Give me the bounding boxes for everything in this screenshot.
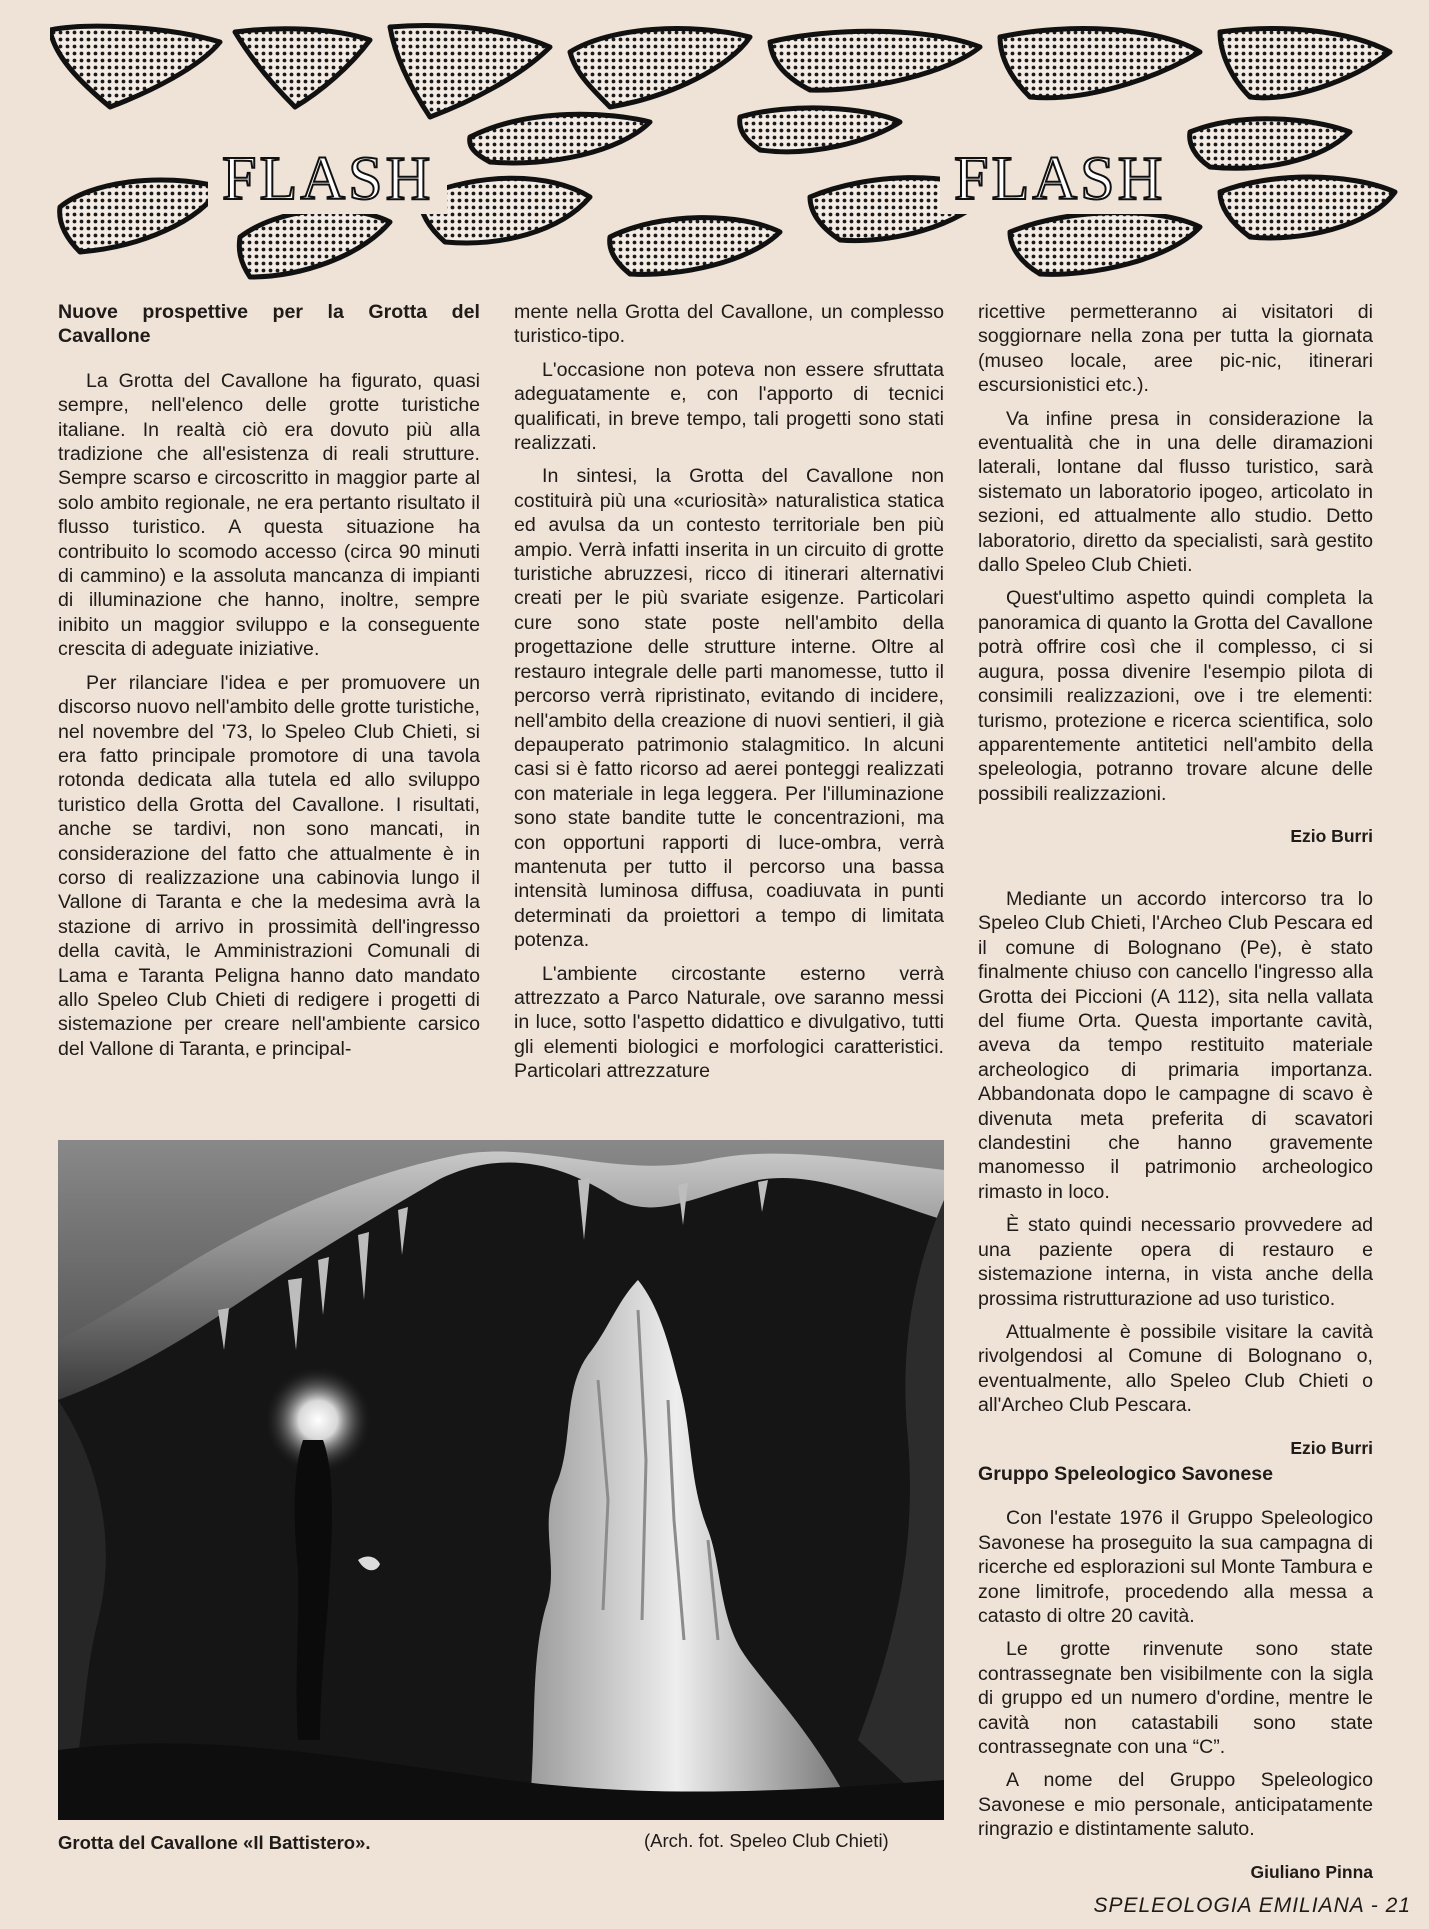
- article1-paragraph: ricettive permetteranno ai visitatori di soggiornare nella zona per tutta la giornata (museo locale, aree pic-nic, itinerari escursionistici etc.).: [978, 301, 1373, 397]
- article3-column: [978, 1462, 1373, 1884]
- photo-credit: (Arch. fot. Speleo Club Chieti): [644, 1830, 889, 1851]
- article1-paragraph: Va infine presa in considerazione la eventualità che in una delle diramazioni laterali, lontane dal flusso turistico, sarà sistemato un laboratorio ipogeo, articolato in sezioni, ed attualmente allo studio. Detto laboratorio, diretto da specialisti, sarà gestito dallo Speleo Club Chieti.: [978, 407, 1373, 577]
- article1-paragraph: In sintesi, la Grotta del Cavallone non costituirà più una «curiosità» naturalistica statica ed avulsa da un contesto territoriale ben più ampio. Verrà infatti inserita in un circuito di grotte turistiche abruzzesi, ricco di itinerari alternativi creati per le più svariate esigenze. Particolari cure sono state poste nell'ambito della progettazione delle strutture interne. Oltre al restauro integrale delle parti manomesse, tutto il percorso verrà ripristinato, evitando di incidere, nell'ambito della creazione di nuovi sentieri, il già depauperato patrimonio stalagmitico. In alcuni casi si è fatto ricorso ad aerei ponteggi realizzati con materiale in lega leggera. Per l'illuminazione sono state bandite tutte le concentrazioni, ma con opportuni rapporti di luce-ombra, verrà mantenuta per tutto il percorso una bassa intensità luminosa diffusa, coadiuvata in punti determinati da proiettori a tempo di limitata potenza.: [514, 465, 944, 952]
- article2-column: [978, 887, 1373, 1460]
- article3-title: Gruppo Speleologico Savonese: [978, 1463, 1274, 1485]
- article1-paragraph: L'ambiente circostante esterno verrà attrezzato a Parco Naturale, ove saranno messi in luce, sotto l'aspetto didattico e divulgativo, tutti gli elementi biologici e morfologici caratteristici. Particolari attrezzature: [514, 962, 944, 1083]
- cave-photo: [58, 1140, 944, 1820]
- flash-banner: [50, 22, 1420, 284]
- article3-paragraph: Le grotte rinvenute sono state contrassegnate ben visibilmente con la sigla di gruppo ed un numero d'ordine, mentre le cavità non catastabili sono state contrassegnate con una “C”.: [978, 1638, 1373, 1759]
- article1-column-2: [514, 300, 944, 1093]
- article2-paragraph: Attualmente è possibile visitare la cavità rivolgendosi al Comune di Bolognano o, eventualmente, allo Speleo Club Chieti o all'Archeo Club Pescara.: [978, 1320, 1373, 1417]
- cave-photo-image: [58, 1140, 944, 1820]
- page-footer: SPELEOLOGIA EMILIANA - 21: [1093, 1894, 1411, 1917]
- flash-title-right: FLASH: [940, 144, 1179, 214]
- article3-signature: Giuliano Pinna: [1250, 1861, 1373, 1882]
- article2-signature: Ezio Burri: [1290, 1437, 1373, 1458]
- article3-paragraph: A nome del Gruppo Speleologico Savonese e mio personale, anticipatamente ringrazio e distintamente saluto.: [978, 1769, 1373, 1841]
- flash-title-left: FLASH: [208, 144, 447, 214]
- article1-paragraph: La Grotta del Cavallone ha figurato, quasi sempre, nell'elenco delle grotte turistiche italiane. In realtà ciò era dovuto più alla tradizione che all'esistenza di reali strutture. Sempre scarso e circoscritto in maggior parte al solo ambito regionale, ne era pertanto risultato il flusso turistico. A questa situazione ha contribuito lo scomodo accesso (circa 90 minuti di cammino) e la assoluta mancanza di impianti di illuminazione che hanno, inoltre, sempre inibito un maggior sviluppo e la conseguente crescita di adeguate iniziative.: [58, 369, 480, 661]
- article1-column-1: [58, 300, 480, 1070]
- article3-paragraph: Con l'estate 1976 il Gruppo Speleologico Savonese ha proseguito la sua campagna di ricerche ed esplorazioni sul Monte Tambura e zone limitrofe, procedendo alla messa a catasto di oltre 20 cavità.: [978, 1507, 1373, 1628]
- article2-paragraph: È stato quindi necessario provvedere ad una paziente opera di restauro e sistemazione interna, in vista anche della prossima ristrutturazione ad uso turistico.: [978, 1214, 1373, 1310]
- photo-caption: Grotta del Cavallone «Il Battistero».: [58, 1832, 371, 1853]
- article1-paragraph: L'occasione non poteva non essere sfruttata adeguatamente e, con l'apporto di tecnici qualificati, in breve tempo, tali progetti sono stati realizzati.: [514, 358, 944, 455]
- article1-paragraph: mente nella Grotta del Cavallone, un complesso turistico-tipo.: [514, 301, 944, 348]
- article1-column-3: [978, 300, 1373, 849]
- article1-signature: Ezio Burri: [1290, 826, 1373, 847]
- article2-paragraph: Mediante un accordo intercorso tra lo Speleo Club Chieti, l'Archeo Club Pescara ed il comune di Bolognano (Pe), è stato finalmente chiuso con cancello l'ingresso alla Grotta dei Piccioni (A 112), sita nella vallata del fiume Orta. Questa importante cavità, aveva da tempo restituito materiale archeologico di primaria importanza. Abbandonata dopo le campagne di scavo è divenuta meta preferita di scavatori clandestini che hanno gravemente manomesso il patrimonio archeologico rimasto in loco.: [978, 888, 1373, 1203]
- article1-title: Nuove prospettive per la Grotta del Cavallone: [58, 301, 480, 348]
- article1-paragraph: Quest'ultimo aspetto quindi completa la panoramica di quanto la Grotta del Cavallone potrà offrire così che il complesso, ci si augura, possa divenire l'esempio pilota di consimili realizzazioni, ove i tre elementi: turismo, protezione e ricerca scientifica, solo apparentemente antitetici nell'ambito della speleologia, potranno trovare alcune delle possibili realizzazioni.: [978, 587, 1373, 805]
- article1-paragraph: Per rilanciare l'idea e per promuovere un discorso nuovo nell'ambito delle grotte turistiche, nel novembre del '73, lo Speleo Club Chieti, si era fatto principale promotore di una tavola rotonda dedicata alla tutela ed allo sviluppo turistico della Grotta del Cavallone. I risultati, anche se tardivi, non sono mancati, in considerazione del fatto che attualmente è in corso di realizzazione una cabinovia lungo il Vallone di Taranta e che la medesima avrà la stazione di arrivo in prossimità dell'ingresso della cavità, le Amministrazioni Comunali di Lama e Taranta Peligna hanno dato mandato allo Speleo Club Chieti di redigere i progetti di sistemazione per creare nell'ambiente carsico del Vallone di Taranta, e principal-: [58, 671, 480, 1060]
